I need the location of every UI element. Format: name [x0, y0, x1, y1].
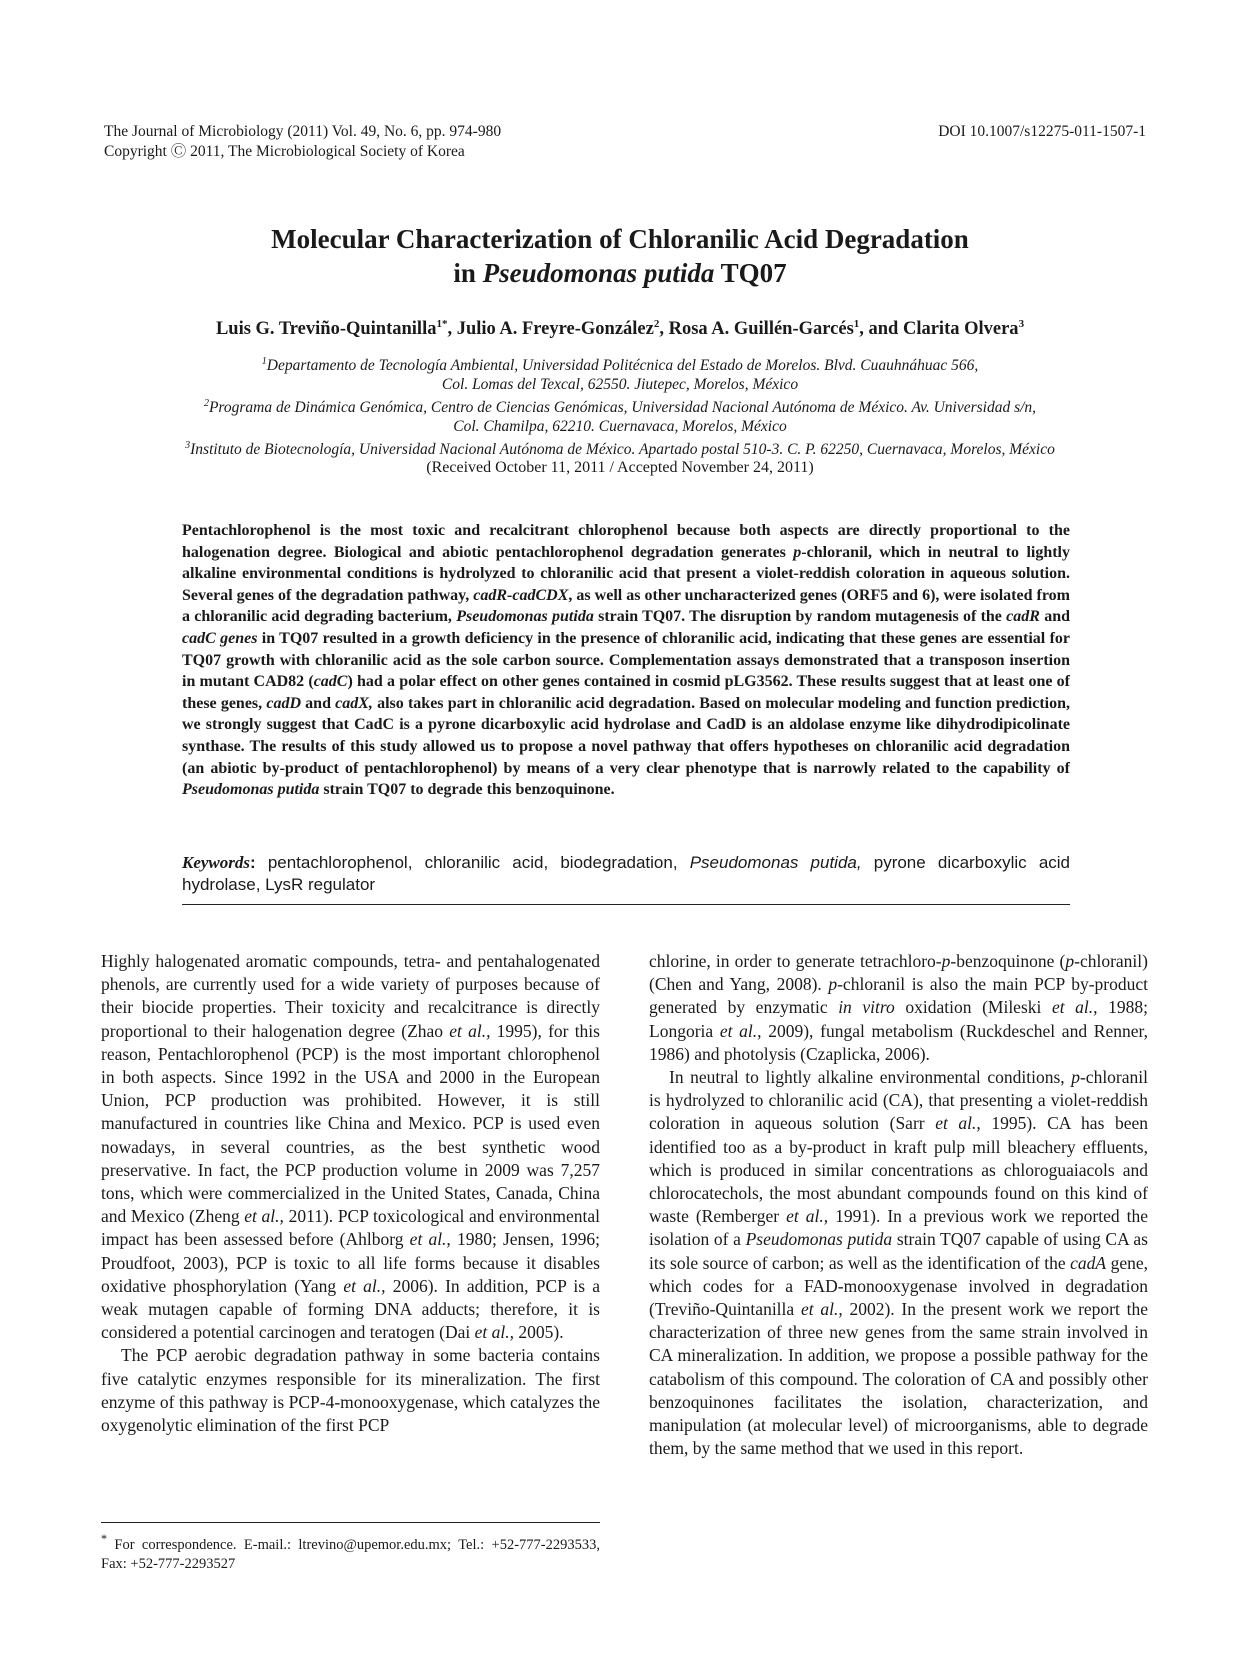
citation-etal: et al., [409, 1229, 451, 1250]
body-text: 1980; Jensen, 1996; Proudfoot, 2003), PCP is toxic to all life forms because it disables oxidative phosphorylation (Yang [101, 1229, 600, 1296]
abstract-text: strain TQ07 to degrade this benzoquinone. [319, 781, 615, 799]
body-italic: cadA [1070, 1252, 1107, 1273]
affiliations [90, 352, 1150, 459]
author-list [0, 312, 1240, 341]
journal-citation: The Journal of Microbiology (2011) Vol. 49, No. 6, pp. 974-980 [104, 123, 502, 140]
body-italic: p [1065, 951, 1075, 971]
abstract-italic: cadR-cadCDX [473, 586, 569, 604]
affiliation-2 [90, 394, 1150, 417]
body-text: 1995). CA has been identified too as a by-product in kraft pulp mill bleachery effluents, which is produced in similar concentrations as chloroguaiacols and chlorocatechols, the most abundant compounds found on this kind of waste (Remberger [649, 1113, 1148, 1227]
paragraph [649, 950, 1148, 1066]
author-affil-mark: 1* [436, 318, 448, 330]
paper-title [0, 222, 1240, 290]
title-species: Pseudomonas putida [482, 258, 715, 288]
body-column-right [649, 950, 1148, 1460]
affil-text: Departamento de Tecnología Ambiental, Universidad Politécnica del Estado de Morelos. Blvd. Cuauhnáhuac 566, [266, 357, 979, 375]
body-text: 1988; Longoria [649, 997, 1149, 1041]
author-separator: , [659, 319, 669, 340]
citation-etal: et al., [719, 1020, 762, 1041]
title-prefix: in [453, 258, 483, 288]
body-italic: p [828, 974, 838, 995]
affil-text: Instituto de Biotecnología, Universidad Nacional Autónoma de México. Apartado postal 510-3. C. P. 62250, Cuernavaca, Morelos, México [190, 441, 1055, 459]
body-text: 2002). In the present work we report the characterization of three new genes from the same strain involved in CA mineralization. In addition, we propose a possible pathway for the catabolism of this compound. The coloration of CA and possibly other benzoquinones facilitates the isolation, characterization, and manipulation (at molecular level) of microorganisms, able to degrade them, by the same method that we used in this report. [649, 1299, 1149, 1459]
author-name: Clarita Olvera [902, 319, 1019, 340]
abstract [182, 520, 1070, 801]
citation-etal: et al., [244, 1206, 284, 1227]
body-text: 1995), for this reason, Pentachlorophenol (PCP) is the most important chlorophenol in both aspects. Since 1992 in the USA and 2000 in the European Union, PCP production was prohibited. However, it is still manufactured in countries like China and Mexico. PCP is used even nowadays, in several countries, as the best synthetic wood preservative. In fact, the PCP production volume in 2009 was 7,257 tons, which were commercialized in the United States, Canada, China and Mexico (Zheng [101, 1020, 600, 1227]
abstract-text: ) had a polar effect on other genes contained in cosmid pLG3562. These results suggest that at least one of these genes, [182, 673, 1070, 712]
received-dates: (Received October 11, 2011 / Accepted November 24, 2011) [426, 459, 814, 476]
body-text: -chloranil) (Chen and Yang, 2008). [649, 951, 1148, 995]
citation-etal: et al., [800, 1299, 843, 1320]
affil-mark: 1 [261, 356, 267, 367]
citation-etal: et al., [1051, 997, 1098, 1018]
correspondence-footnote [101, 1530, 600, 1574]
abstract-italic: cadC [313, 673, 348, 691]
paragraph [101, 950, 600, 1344]
keywords-colon: : [250, 853, 268, 872]
affil-text: Programa de Dinámica Genómica, Centro de Ciencias Genómicas, Universidad Nacional Autónoma de México. Av. Universidad s/n, [208, 399, 1037, 417]
citation-etal: et al., [935, 1113, 981, 1134]
citation-etal: et al., [474, 1322, 515, 1343]
title-line-1: Molecular Characterization of Chloranilic Acid Degradation [271, 224, 969, 254]
affiliation-3 [90, 436, 1150, 459]
abstract-italic: cadD [266, 694, 301, 712]
abstract-text: , as well as other uncharacterized genes (ORF5 and 6), were isolated from a chloranilic acid degrading bacterium, [182, 586, 1070, 626]
abstract-text: -chloranil, which in neutral to lightly alkaline environmental conditions is hydrolyzed to chloranilic acid that present a violet-reddish coloration in aqueous solution. Several genes of the degradation pathway, [182, 543, 1071, 604]
body-text: chlorine, in order to generate tetrachloro- [649, 951, 942, 971]
body-italic: p [941, 951, 951, 971]
affil-mark: 3 [185, 440, 191, 452]
abstract-text: and [1039, 608, 1071, 626]
body-text: strain TQ07 capable of using CA as its sole source of carbon; as well as the identification of the [649, 1229, 1148, 1273]
abstract-italic: p [793, 543, 802, 561]
author-name: Julio A. Freyre-González [456, 319, 654, 340]
body-italic: in vitro [838, 997, 895, 1018]
body-italic: Pseudomonas putida [745, 1229, 893, 1250]
copyright-line: Copyright Ⓒ 2011, The Microbiological Society of Korea [104, 143, 465, 160]
abstract-text: also takes part in chloranilic acid degradation. Based on molecular modeling and function prediction, we strongly suggest that CadC is a pyrone dicarboxylic acid hydrolase and CadD is an aldolase enzyme like dihydrodipicolinate synthase. The results of this study allowed us to propose a novel pathway that offers hypotheses on chloranilic acid degradation (an abiotic by-product of pentachlorophenol) by means of a very clear phenotype that is narrowly related to the capability of [182, 694, 1070, 777]
body-text: 2009), fungal metabolism (Ruckdeschel and Renner, 1986) and photolysis (Czaplicka, 2006). [649, 1020, 1148, 1064]
affiliation-1-cont: Col. Lomas del Texcal, 62550. Jiutepec, Morelos, México [441, 376, 799, 394]
body-italic: p [1071, 1067, 1080, 1088]
body-text: -benzoquinone ( [950, 951, 1066, 971]
citation-etal: et al., [786, 1206, 829, 1227]
abstract-italic: Pseudomonas putida [456, 608, 594, 626]
citation-etal: et al., [449, 1020, 491, 1041]
title-line-2 [0, 256, 1240, 290]
author-affil-mark: 3 [1018, 318, 1025, 330]
body-text: -chloranil is also the main PCP by-product generated by enzymatic [649, 974, 1148, 1018]
body-text: In neutral to lightly alkaline environmental conditions, [669, 1067, 1072, 1088]
keywords-italic: Pseudomonas putida, [689, 853, 862, 872]
keywords [182, 852, 1070, 896]
abstract-italic: cadC genes [182, 629, 258, 647]
footnote-text: For correspondence. E-mail.: ltrevino@upemor.edu.mx; Tel.: +52-777-2293533, Fax: +52-777-2293527 [101, 1536, 600, 1572]
abstract-text: in TQ07 resulted in a growth deficiency in the presence of chloranilic acid, indicating that these genes are essential for TQ07 growth with chloranilic acid as the sole carbon source. Complementation assays demonstrated that a transposon insertion in mutant CAD82 ( [182, 629, 1071, 691]
author-separator: , [447, 319, 457, 340]
affil-mark: 2 [203, 398, 209, 410]
footnote-divider [101, 1522, 600, 1523]
keywords-text: pyrone dicarboxylic acid hydrolase, LysR regulator [182, 853, 1070, 894]
doi[interactable]: DOI 10.1007/s12275-011-1507-1 [938, 123, 1146, 140]
journal-header [104, 122, 501, 162]
footnote-mark: * [101, 1532, 108, 1546]
body-text: 2006). In addition, PCP is a weak mutagen capable of forming DNA adducts; therefore, it is considered a potential carcinogen and teratogen (Dai [101, 1275, 600, 1343]
affiliation-2-cont: Col. Chamilpa, 62210. Cuernavaca, Morelos, México [453, 418, 787, 436]
body-text: oxidation (Mileski [894, 997, 1052, 1018]
keywords-label: Keywords [182, 853, 250, 872]
author-name: Luis G. Treviño-Quintanilla [215, 319, 437, 340]
affiliation-1 [90, 352, 1150, 375]
body-text: 2005). [514, 1322, 564, 1343]
abstract-divider [182, 904, 1070, 905]
body-text: gene, which codes for a FAD-monooxygenase involved in degradation (Treviño-Quintanilla [649, 1252, 1148, 1320]
abstract-italic: cadR [1006, 608, 1040, 626]
abstract-text: strain TQ07. The disruption by random mutagenesis of the [593, 608, 1007, 626]
body-text: 2011). PCP toxicological and environmental impact has been assessed before (Ahlborg [101, 1206, 601, 1250]
abstract-italic: cadX, [335, 694, 373, 712]
abstract-text: and [301, 694, 336, 712]
body-text: Highly halogenated aromatic compounds, tetra- and pentahalogenated phenols, are currently used for a wide variety of purposes because of their biocide properties. Their toxicity and recalcitrance is directly proportional to their halogenation degree (Zhao [101, 951, 600, 1041]
author-affil-mark: 2 [653, 318, 660, 330]
paragraph [649, 1066, 1148, 1460]
body-text: -chloranil is hydrolyzed to chloranilic acid (CA), that presenting a violet-reddish coloration in aqueous solution (Sarr [649, 1067, 1148, 1134]
keywords-text: pentachlorophenol, chloranilic acid, biodegradation, [267, 853, 690, 872]
title-strain: TQ07 [714, 258, 787, 288]
citation-etal: et al., [343, 1275, 386, 1296]
abstract-italic: Pseudomonas putida [182, 781, 320, 799]
paragraph: The PCP aerobic degradation pathway in some bacteria contains five catalytic enzymes responsible for its mineralization. The first enzyme of this pathway is PCP-4-monooxygenase, which catalyzes the oxygenolytic elimination of the first PCP [101, 1345, 600, 1436]
abstract-text: Pentachlorophenol is the most toxic and recalcitrant chlorophenol because both aspects are directly proportional to the halogenation degree. Biological and abiotic pentachlorophenol degradation generates [182, 522, 1070, 561]
body-text: 1991). In a previous work we reported the isolation of a [649, 1206, 1148, 1250]
body-column-left [101, 950, 600, 1437]
author-separator: , and [859, 319, 903, 340]
author-name: Rosa A. Guillén-Garcés [668, 319, 854, 340]
author-affil-mark: 1 [853, 318, 860, 330]
